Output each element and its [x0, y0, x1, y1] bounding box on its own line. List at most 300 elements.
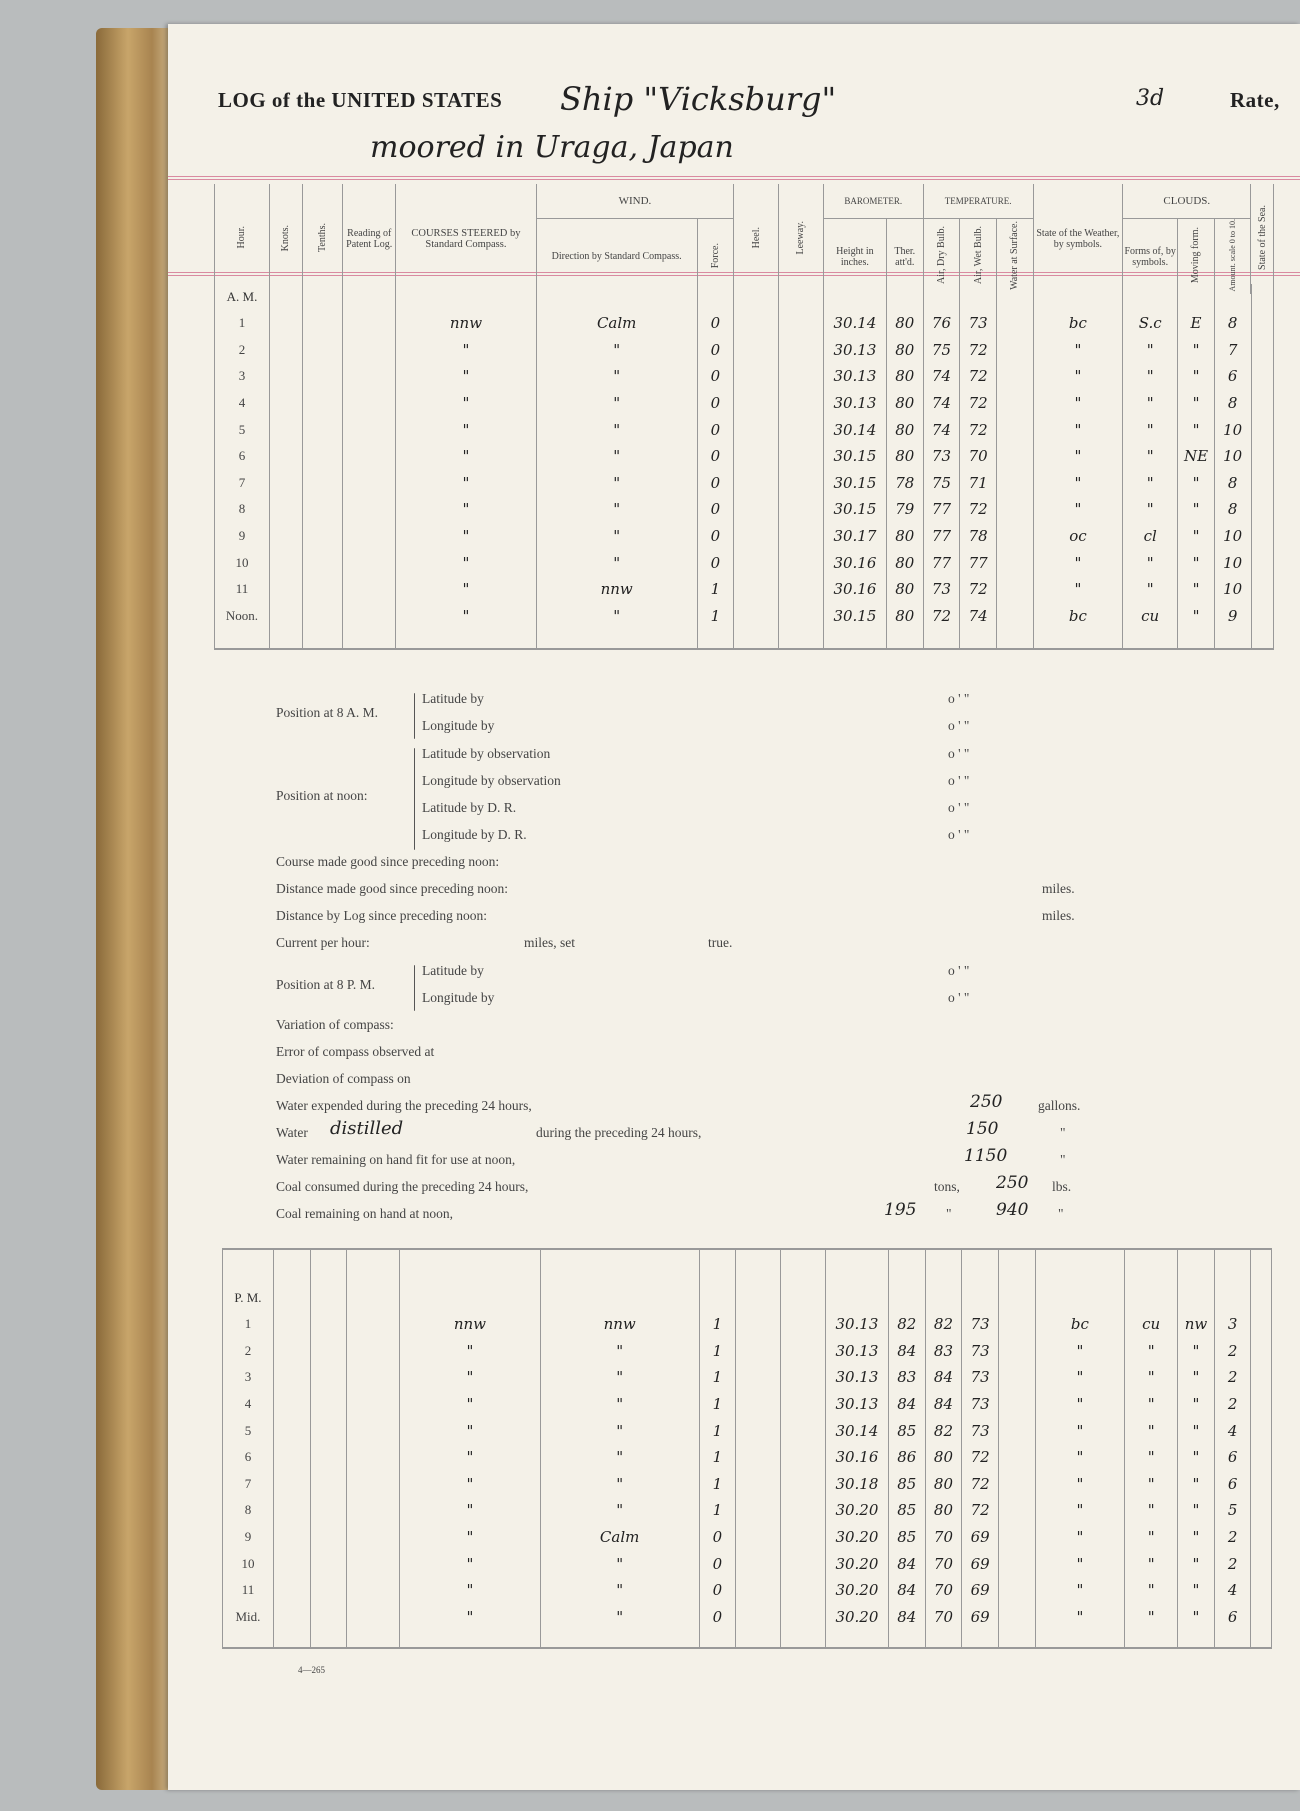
- am-ther-cell: 80: [886, 523, 923, 550]
- col-courses: COURSES STEERED by Standard Compass.: [396, 184, 537, 294]
- error-of-compass: Error of compass observed at: [276, 1044, 435, 1059]
- am-amount-cell: 7: [1214, 337, 1251, 364]
- pm-amount-cell: 5: [1214, 1497, 1251, 1524]
- am-wet-cell: 77: [960, 549, 997, 576]
- am-row: [215, 470, 1274, 497]
- water-remaining-label: Water remaining on hand fit for use at noon,: [276, 1152, 516, 1167]
- current-per-hour: Current per hour:: [276, 935, 370, 950]
- pm-ther-cell: 85: [888, 1471, 925, 1498]
- am-height-cell: 30.15: [823, 470, 886, 497]
- coal-remaining-label: Coal remaining on hand at noon,: [276, 1206, 453, 1221]
- coal-consumed-label: Coal consumed during the preceding 24 hours,: [276, 1179, 529, 1194]
- am-hour-cell: 3: [215, 363, 270, 390]
- am-dry-cell: 76: [923, 310, 960, 337]
- pm-wind-cell: ": [540, 1604, 699, 1631]
- am-wind-cell: ": [536, 470, 697, 497]
- pm-force-cell: 0: [699, 1550, 736, 1577]
- am-forms-cell: ": [1123, 390, 1178, 417]
- pm-course-cell: ": [400, 1444, 541, 1471]
- ditto-1: ": [1060, 1125, 1066, 1140]
- pm-wind-cell: ": [540, 1471, 699, 1498]
- pm-amount-cell: 4: [1214, 1577, 1251, 1604]
- am-moving-cell: ": [1178, 496, 1215, 523]
- am-course-cell: ": [396, 416, 537, 443]
- distance-made-good: Distance made good since preceding noon:: [276, 881, 509, 896]
- rate-number: 3d: [1136, 86, 1165, 111]
- pm-wind-cell: ": [540, 1417, 699, 1444]
- am-height-cell: 30.13: [823, 337, 886, 364]
- col-heel: Heel.: [750, 227, 762, 249]
- am-course-cell: ": [396, 523, 537, 550]
- am-course-cell: ": [396, 603, 537, 630]
- pm-ther-cell: 84: [888, 1604, 925, 1631]
- am-course-cell: ": [396, 363, 537, 390]
- col-ther: Ther. att'd.: [886, 219, 923, 295]
- am-wind-cell: nnw: [536, 576, 697, 603]
- col-sea: State of the Sea.: [1256, 205, 1268, 271]
- pm-force-cell: 1: [699, 1471, 736, 1498]
- pm-weather-cell: ": [1035, 1338, 1125, 1365]
- col-water-surface: Water at Surface.: [1009, 220, 1021, 290]
- pm-force-cell: 0: [699, 1524, 736, 1551]
- pm-row: [223, 1417, 1272, 1444]
- am-row: [215, 443, 1274, 470]
- pm-forms-cell: ": [1125, 1364, 1178, 1391]
- pm-course-cell: ": [400, 1524, 541, 1551]
- am-dry-cell: 74: [923, 416, 960, 443]
- pm-dry-cell: 83: [925, 1338, 962, 1365]
- am-forms-cell: S.c: [1123, 310, 1178, 337]
- pm-ther-cell: 83: [888, 1364, 925, 1391]
- am-moving-cell: ": [1178, 390, 1215, 417]
- am-force-cell: 1: [697, 576, 734, 603]
- am-row: [215, 523, 1274, 550]
- am-forms-cell: ": [1123, 416, 1178, 443]
- col-weather: State of the Weather, by symbols.: [1033, 184, 1123, 294]
- ditto-4: ": [1058, 1206, 1064, 1221]
- am-height-cell: 30.13: [823, 390, 886, 417]
- pm-amount-cell: 2: [1214, 1364, 1251, 1391]
- pm-dry-cell: 70: [925, 1577, 962, 1604]
- pm-amount-cell: 2: [1214, 1550, 1251, 1577]
- am-force-cell: 0: [697, 549, 734, 576]
- pm-log-table: [222, 1248, 1272, 1649]
- am-moving-cell: ": [1178, 337, 1215, 364]
- pm-wet-cell: 73: [962, 1338, 999, 1365]
- pm-ther-cell: 82: [888, 1311, 925, 1338]
- pm-row: [223, 1524, 1272, 1551]
- deg-marks-4: o ' ": [948, 773, 970, 788]
- am-dry-cell: 77: [923, 523, 960, 550]
- brace-noon: [414, 748, 415, 850]
- am-amount-cell: 8: [1214, 390, 1251, 417]
- am-dry-cell: 73: [923, 576, 960, 603]
- pm-ther-cell: 85: [888, 1417, 925, 1444]
- am-force-cell: 0: [697, 390, 734, 417]
- am-ther-cell: 80: [886, 363, 923, 390]
- pos-8am-lat: Latitude by: [422, 691, 484, 706]
- pm-hour-cell: 5: [223, 1417, 274, 1444]
- pm-forms-cell: ": [1125, 1550, 1178, 1577]
- pm-row: [223, 1471, 1272, 1498]
- pos-8pm-label: Position at 8 P. M.: [276, 977, 376, 992]
- pm-dry-cell: 70: [925, 1524, 962, 1551]
- am-height-cell: 30.15: [823, 603, 886, 630]
- am-force-cell: 0: [697, 363, 734, 390]
- pm-moving-cell: ": [1178, 1364, 1215, 1391]
- am-wind-cell: ": [536, 549, 697, 576]
- water-distilled-handwritten: distilled: [330, 1118, 404, 1139]
- pm-ther-cell: 84: [888, 1550, 925, 1577]
- pm-wet-cell: 69: [962, 1604, 999, 1631]
- deg-marks-3: o ' ": [948, 746, 970, 761]
- col-patent-log: Reading of Patent Log.: [343, 184, 396, 294]
- log-title: LOG of the UNITED STATES: [218, 88, 503, 112]
- pm-weather-cell: ": [1035, 1550, 1125, 1577]
- am-forms-cell: ": [1123, 443, 1178, 470]
- am-height-cell: 30.15: [823, 443, 886, 470]
- col-barometer: BAROMETER.: [823, 184, 923, 219]
- water-distilled-value: 150: [966, 1119, 999, 1139]
- pm-height-cell: 30.20: [825, 1524, 888, 1551]
- pm-height-cell: 30.13: [825, 1338, 888, 1365]
- pos-8am-label: Position at 8 A. M.: [276, 705, 379, 720]
- pm-course-cell: nnw: [400, 1311, 541, 1338]
- am-label: A. M.: [215, 284, 270, 310]
- pm-moving-cell: ": [1178, 1577, 1215, 1604]
- am-amount-cell: 8: [1214, 496, 1251, 523]
- pm-course-cell: ": [400, 1391, 541, 1418]
- am-ther-cell: 80: [886, 576, 923, 603]
- am-wind-cell: ": [536, 390, 697, 417]
- pm-amount-cell: 4: [1214, 1417, 1251, 1444]
- am-forms-cell: cu: [1123, 603, 1178, 630]
- col-force: Force.: [709, 242, 721, 268]
- am-force-cell: 0: [697, 310, 734, 337]
- pm-forms-cell: cu: [1125, 1311, 1178, 1338]
- pm-dry-cell: 80: [925, 1497, 962, 1524]
- am-wind-cell: ": [536, 496, 697, 523]
- brace-8am: [414, 693, 415, 739]
- coal-remaining-lbs: 940: [996, 1200, 1029, 1220]
- am-course-cell: nnw: [396, 310, 537, 337]
- am-height-cell: 30.17: [823, 523, 886, 550]
- pm-forms-cell: ": [1125, 1604, 1178, 1631]
- pm-wet-cell: 73: [962, 1391, 999, 1418]
- form-number: 4—265: [298, 1665, 325, 1675]
- pm-amount-cell: 3: [1214, 1311, 1251, 1338]
- pm-hour-cell: 3: [223, 1364, 274, 1391]
- am-course-cell: ": [396, 576, 537, 603]
- pm-dry-cell: 80: [925, 1471, 962, 1498]
- am-row: [215, 576, 1274, 603]
- am-wind-cell: Calm: [536, 310, 697, 337]
- am-wet-cell: 73: [960, 310, 997, 337]
- am-amount-cell: 8: [1214, 470, 1251, 497]
- variation-of-compass: Variation of compass:: [276, 1017, 394, 1032]
- pm-moving-cell: ": [1178, 1417, 1215, 1444]
- pm-amount-cell: 6: [1214, 1471, 1251, 1498]
- pm-dry-cell: 82: [925, 1311, 962, 1338]
- am-amount-cell: 10: [1214, 523, 1251, 550]
- pm-moving-cell: ": [1178, 1338, 1215, 1365]
- am-wet-cell: 70: [960, 443, 997, 470]
- am-hour-cell: 9: [215, 523, 270, 550]
- gallons-unit: gallons.: [1038, 1098, 1081, 1113]
- pm-ther-cell: 85: [888, 1497, 925, 1524]
- pm-wind-cell: ": [540, 1338, 699, 1365]
- pm-row: [223, 1550, 1272, 1577]
- pm-row: [223, 1444, 1272, 1471]
- pm-forms-cell: ": [1125, 1524, 1178, 1551]
- pm-ther-cell: 85: [888, 1524, 925, 1551]
- am-weather-cell: ": [1033, 443, 1123, 470]
- am-weather-cell: ": [1033, 576, 1123, 603]
- am-wind-cell: ": [536, 416, 697, 443]
- pm-moving-cell: ": [1178, 1550, 1215, 1577]
- am-ther-cell: 79: [886, 496, 923, 523]
- am-wet-cell: 72: [960, 496, 997, 523]
- am-height-cell: 30.16: [823, 549, 886, 576]
- col-knots: Knots.: [280, 224, 292, 251]
- am-height-cell: 30.14: [823, 416, 886, 443]
- am-ther-cell: 80: [886, 310, 923, 337]
- am-wet-cell: 72: [960, 337, 997, 364]
- lbs-unit: lbs.: [1052, 1179, 1072, 1194]
- am-moving-cell: NE: [1178, 443, 1215, 470]
- pm-weather-cell: ": [1035, 1471, 1125, 1498]
- brace-8pm: [414, 965, 415, 1011]
- am-amount-cell: 10: [1214, 416, 1251, 443]
- pm-course-cell: ": [400, 1364, 541, 1391]
- pm-wind-cell: nnw: [540, 1311, 699, 1338]
- pm-ther-cell: 86: [888, 1444, 925, 1471]
- am-weather-cell: ": [1033, 337, 1123, 364]
- am-wind-cell: ": [536, 443, 697, 470]
- tons-unit: tons,: [934, 1179, 960, 1194]
- pm-hour-cell: Mid.: [223, 1604, 274, 1631]
- pm-row: [223, 1311, 1272, 1338]
- pm-hour-cell: 9: [223, 1524, 274, 1551]
- col-hour: Hour.: [236, 226, 248, 249]
- pm-force-cell: 0: [699, 1577, 736, 1604]
- pm-amount-cell: 2: [1214, 1338, 1251, 1365]
- pm-forms-cell: ": [1125, 1338, 1178, 1365]
- am-wind-cell: ": [536, 337, 697, 364]
- pm-hour-cell: 1: [223, 1311, 274, 1338]
- pm-weather-cell: ": [1035, 1497, 1125, 1524]
- coal-remaining-tons: 195: [884, 1200, 917, 1220]
- pm-height-cell: 30.18: [825, 1471, 888, 1498]
- am-hour-cell: 5: [215, 416, 270, 443]
- pm-wind-cell: Calm: [540, 1524, 699, 1551]
- pm-ther-cell: 84: [888, 1577, 925, 1604]
- am-course-cell: ": [396, 390, 537, 417]
- am-wind-cell: ": [536, 363, 697, 390]
- pm-course-cell: ": [400, 1550, 541, 1577]
- am-log-table: [214, 284, 1274, 650]
- am-weather-cell: oc: [1033, 523, 1123, 550]
- pm-course-cell: ": [400, 1497, 541, 1524]
- am-amount-cell: 10: [1214, 443, 1251, 470]
- am-row: [215, 603, 1274, 630]
- col-air-wet: Air, Wet Bulb.: [972, 226, 984, 285]
- ditto-3: ": [946, 1206, 952, 1221]
- deg-marks-2: o ' ": [948, 718, 970, 733]
- col-clouds: CLOUDS.: [1123, 184, 1251, 219]
- am-amount-cell: 10: [1214, 549, 1251, 576]
- pm-wet-cell: 73: [962, 1417, 999, 1444]
- pm-forms-cell: ": [1125, 1391, 1178, 1418]
- am-ther-cell: 80: [886, 337, 923, 364]
- pm-row: [223, 1604, 1272, 1631]
- pm-wind-cell: ": [540, 1550, 699, 1577]
- col-air-dry: Air, Dry Bulb.: [935, 226, 947, 285]
- am-rows: [215, 284, 1274, 629]
- pm-weather-cell: ": [1035, 1604, 1125, 1631]
- am-weather-cell: ": [1033, 496, 1123, 523]
- am-hour-cell: 10: [215, 549, 270, 576]
- pm-wind-cell: ": [540, 1577, 699, 1604]
- am-weather-cell: bc: [1033, 603, 1123, 630]
- water-distilled-suffix: during the preceding 24 hours,: [536, 1125, 702, 1140]
- pm-weather-cell: bc: [1035, 1311, 1125, 1338]
- am-row: [215, 390, 1274, 417]
- pos-noon-label: Position at noon:: [276, 788, 368, 803]
- am-forms-cell: cl: [1123, 523, 1178, 550]
- pm-row: [223, 1391, 1272, 1418]
- pm-height-cell: 30.13: [825, 1311, 888, 1338]
- pm-hour-cell: 8: [223, 1497, 274, 1524]
- pm-course-cell: ": [400, 1338, 541, 1365]
- pm-force-cell: 1: [699, 1497, 736, 1524]
- am-height-cell: 30.16: [823, 576, 886, 603]
- pm-dry-cell: 80: [925, 1444, 962, 1471]
- am-moving-cell: ": [1178, 470, 1215, 497]
- pm-hour-cell: 10: [223, 1550, 274, 1577]
- am-hour-cell: 7: [215, 470, 270, 497]
- pm-ther-cell: 84: [888, 1391, 925, 1418]
- pm-row: [223, 1338, 1272, 1365]
- am-ther-cell: 80: [886, 416, 923, 443]
- am-hour-cell: Noon.: [215, 603, 270, 630]
- pm-forms-cell: ": [1125, 1444, 1178, 1471]
- pm-force-cell: 1: [699, 1311, 736, 1338]
- pm-moving-cell: ": [1178, 1524, 1215, 1551]
- pm-dry-cell: 70: [925, 1604, 962, 1631]
- miles-unit-2: miles.: [1042, 908, 1075, 923]
- pm-height-cell: 30.20: [825, 1550, 888, 1577]
- am-ther-cell: 78: [886, 470, 923, 497]
- am-height-cell: 30.14: [823, 310, 886, 337]
- am-wind-cell: ": [536, 523, 697, 550]
- am-force-cell: 0: [697, 443, 734, 470]
- pm-dry-cell: 84: [925, 1391, 962, 1418]
- am-ther-cell: 80: [886, 443, 923, 470]
- deg-marks-5: o ' ": [948, 800, 970, 815]
- am-row: [215, 310, 1274, 337]
- am-hour-cell: 8: [215, 496, 270, 523]
- pm-wet-cell: 73: [962, 1311, 999, 1338]
- col-temperature: TEMPERATURE.: [923, 184, 1033, 219]
- deg-marks-1: o ' ": [948, 691, 970, 706]
- pos-8pm-long: Longitude by: [422, 990, 495, 1005]
- am-row: [215, 337, 1274, 364]
- pm-force-cell: 1: [699, 1364, 736, 1391]
- pos-noon-lat-dr: Latitude by D. R.: [422, 800, 517, 815]
- am-dry-cell: 73: [923, 443, 960, 470]
- pm-moving-cell: nw: [1178, 1311, 1215, 1338]
- am-hour-cell: 2: [215, 337, 270, 364]
- pm-moving-cell: ": [1178, 1391, 1215, 1418]
- pm-ther-cell: 84: [888, 1338, 925, 1365]
- pm-force-cell: 0: [699, 1604, 736, 1631]
- pm-moving-cell: ": [1178, 1471, 1215, 1498]
- water-expended-label: Water expended during the preceding 24 hours,: [276, 1098, 532, 1113]
- col-moving: Moving form.: [1190, 227, 1202, 284]
- pm-wet-cell: 69: [962, 1550, 999, 1577]
- am-wet-cell: 72: [960, 416, 997, 443]
- pm-force-cell: 1: [699, 1444, 736, 1471]
- pm-force-cell: 1: [699, 1391, 736, 1418]
- am-amount-cell: 10: [1214, 576, 1251, 603]
- pm-wet-cell: 72: [962, 1444, 999, 1471]
- am-wet-cell: 74: [960, 603, 997, 630]
- pm-height-cell: 30.14: [825, 1417, 888, 1444]
- am-dry-cell: 74: [923, 390, 960, 417]
- course-made-good: Course made good since preceding noon:: [276, 854, 500, 869]
- pos-8am-long: Longitude by: [422, 718, 495, 733]
- rate-label: Rate,: [1230, 88, 1280, 112]
- pm-forms-cell: ": [1125, 1577, 1178, 1604]
- am-moving-cell: ": [1178, 603, 1215, 630]
- am-moving-cell: ": [1178, 416, 1215, 443]
- col-forms: Forms of, by symbols.: [1123, 219, 1178, 295]
- pm-hour-cell: 2: [223, 1338, 274, 1365]
- am-height-cell: 30.13: [823, 363, 886, 390]
- am-hour-cell: 1: [215, 310, 270, 337]
- am-forms-cell: ": [1123, 496, 1178, 523]
- col-tenths: Tenths.: [316, 223, 328, 253]
- pm-force-cell: 1: [699, 1338, 736, 1365]
- pm-hour-cell: 7: [223, 1471, 274, 1498]
- am-force-cell: 0: [697, 523, 734, 550]
- pm-amount-cell: 2: [1214, 1524, 1251, 1551]
- col-wind-direction: Direction by Standard Compass.: [536, 219, 697, 295]
- pm-weather-cell: ": [1035, 1417, 1125, 1444]
- col-leeway: Leeway.: [795, 220, 807, 255]
- am-dry-cell: 77: [923, 549, 960, 576]
- coal-consumed-lbs: 250: [996, 1173, 1029, 1193]
- am-forms-cell: ": [1123, 576, 1178, 603]
- pm-moving-cell: ": [1178, 1604, 1215, 1631]
- pm-wet-cell: 72: [962, 1471, 999, 1498]
- am-row: [215, 496, 1274, 523]
- location-note: moored in Uraga, Japan: [370, 130, 734, 165]
- pm-amount-cell: 6: [1214, 1604, 1251, 1631]
- am-dry-cell: 75: [923, 470, 960, 497]
- pm-weather-cell: ": [1035, 1577, 1125, 1604]
- am-weather-cell: ": [1033, 470, 1123, 497]
- am-row: [215, 549, 1274, 576]
- pm-row: [223, 1364, 1272, 1391]
- pm-height-cell: 30.13: [825, 1364, 888, 1391]
- book-page-edges: [96, 28, 176, 1790]
- am-course-cell: ": [396, 470, 537, 497]
- am-amount-cell: 8: [1214, 310, 1251, 337]
- am-hour-cell: 4: [215, 390, 270, 417]
- am-dry-cell: 74: [923, 363, 960, 390]
